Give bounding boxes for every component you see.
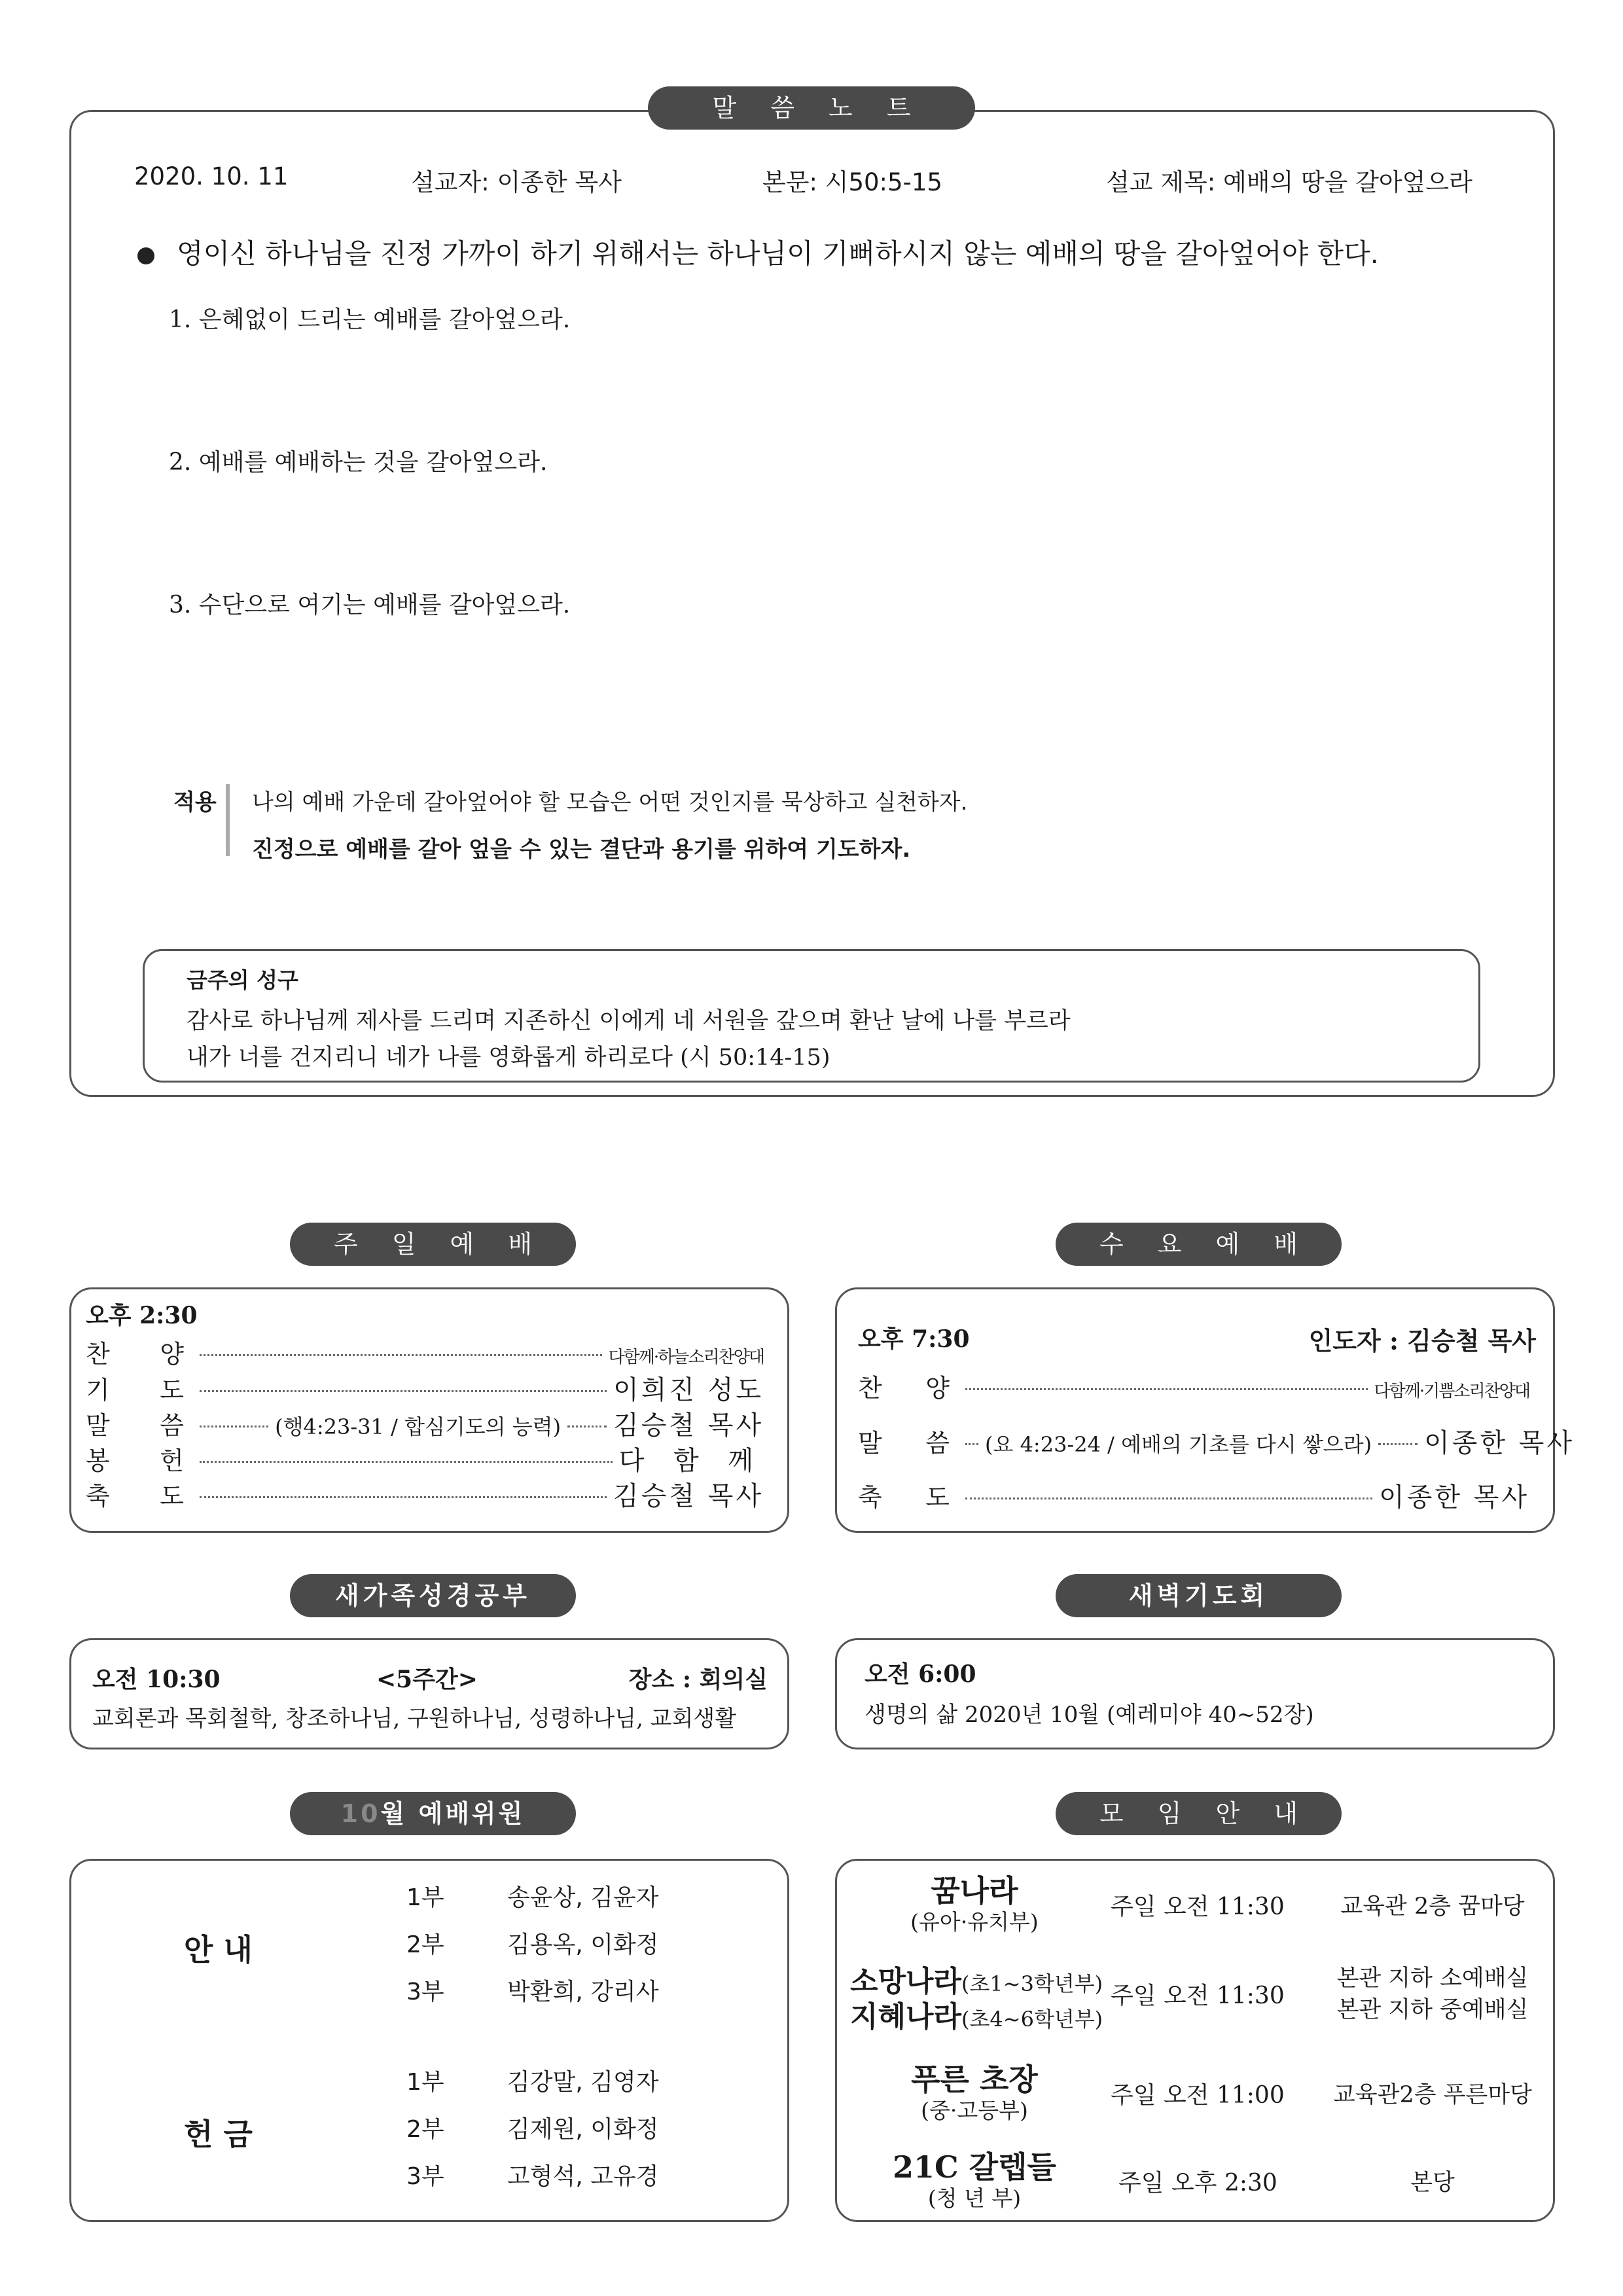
weekly-verse-title: 금주의 성구: [187, 967, 298, 993]
sermon-note-title: 말 씀 노 트: [648, 86, 975, 130]
sunday-label-char: 찬: [86, 1340, 110, 1369]
new-family-weeks: <5주간>: [376, 1666, 478, 1693]
sunday-row-label: [86, 1476, 184, 1512]
sunday-label-char: 헌: [160, 1446, 184, 1475]
sunday-label-char: 양: [160, 1340, 184, 1369]
sunday-row: [86, 1369, 764, 1407]
sunday-row-label: [86, 1405, 184, 1441]
committee-box: [69, 1859, 789, 2222]
main-point: [137, 232, 1379, 272]
new-family-time: 오전 10:30: [92, 1666, 221, 1693]
meetings-title: 모 임 안 내: [1056, 1792, 1342, 1835]
wednesday-leader-dots: [965, 1498, 1372, 1499]
dawn-time: 오전 6:00: [865, 1660, 976, 1688]
meeting-subtitle: (유아·유치부): [910, 1909, 1039, 1935]
sunday-leader-dots: [200, 1354, 602, 1356]
sunday-service-title: 주 일 예 배: [290, 1223, 576, 1266]
point-1: 1. 은혜없이 드리는 예배를 갈아엎으라.: [169, 306, 571, 333]
wednesday-service-box: [835, 1287, 1575, 1533]
meeting-place: 본당: [1410, 2170, 1455, 2196]
dawn-prayer-box: [835, 1638, 1555, 1749]
wednesday-label-char: 축: [858, 1483, 882, 1512]
meeting-name-text: 소망나라: [850, 1965, 962, 1998]
meeting-subtitle: (중·고등부): [921, 2098, 1028, 2123]
committee-members: 송윤상, 김윤자: [507, 1884, 659, 1911]
sermon-date: 2020. 10. 11: [134, 162, 289, 190]
wednesday-person: 이종한 목사: [1379, 1482, 1529, 1513]
dawn-prayer-title: 새벽기도회: [1056, 1574, 1342, 1617]
sunday-person: 김승철 목사: [613, 1410, 764, 1441]
wednesday-row: [858, 1422, 1575, 1460]
sunday-row: [86, 1405, 764, 1442]
weekly-verse-line-2: 내가 너를 건지리니 네가 나를 영화롭게 하리로다 (시 50:14-15): [187, 1045, 830, 1071]
meeting-place: 본관 지하 소예배실: [1336, 1965, 1529, 1992]
sunday-label-char: 도: [160, 1482, 184, 1511]
sunday-label-char: 도: [160, 1376, 184, 1405]
committee-title-text: 월 예배위원: [380, 1799, 526, 1828]
sunday-label-char: 말: [86, 1411, 110, 1440]
new-family-place: 장소 : 회의실: [628, 1666, 768, 1693]
committee-part: 3부: [406, 2163, 444, 2190]
point-3: 3. 수단으로 여기는 예배를 갈아엎으라.: [169, 592, 571, 619]
meeting-name: 21C 갈렙들: [893, 2149, 1056, 2185]
committee-part: 2부: [406, 2116, 444, 2143]
sunday-person: 김승철 목사: [613, 1481, 764, 1511]
committee-members: 김강말, 김영자: [507, 2069, 659, 2096]
bullet-icon: [137, 247, 154, 264]
meeting-name-text: 지혜나라: [850, 2000, 962, 2034]
wednesday-row: [858, 1368, 1529, 1404]
sunday-service-box: [69, 1287, 789, 1533]
meetings-box: [835, 1859, 1555, 2222]
meeting-name: 꿈나라: [931, 1873, 1018, 1909]
sermon-scripture: 본문: 시50:5-15: [762, 168, 942, 196]
committee-part: 2부: [406, 1931, 444, 1958]
wednesday-row-label: [858, 1477, 950, 1513]
point-2: 2. 예배를 예배하는 것을 갈아엎으라.: [169, 449, 548, 476]
meeting-subtitle: (청 년 부): [927, 2185, 1022, 2211]
wednesday-leader-dots: [1378, 1443, 1418, 1445]
wednesday-row-label: [858, 1368, 950, 1404]
sunday-row-label: [86, 1334, 184, 1370]
wednesday-scripture: (요 4:23-24 / 예배의 기초를 다시 쌓으라): [985, 1432, 1372, 1457]
apply-divider: [226, 784, 230, 856]
meeting-time: 주일 오전 11:00: [1111, 2082, 1285, 2109]
wednesday-label-char: 찬: [858, 1374, 882, 1403]
wednesday-label-char: 도: [925, 1483, 950, 1512]
apply-line-1: 나의 예배 가운데 갈아엎어야 할 모습은 어떤 것인지를 묵상하고 실천하자.: [252, 789, 968, 816]
meeting-name: [850, 1993, 1103, 2035]
main-point-text: 영이신 하나님을 진정 가까이 하기 위해서는 하나님이 기뻐하시지 않는 예배의 땅을 갈아엎어야 한다.: [177, 238, 1380, 270]
committee-part: 3부: [406, 1979, 444, 2005]
sunday-scripture: (행4:23-31 / 합심기도의 능력): [275, 1414, 562, 1439]
wednesday-label-char: 말: [858, 1429, 882, 1458]
meeting-time: 주일 오전 11:30: [1111, 1982, 1285, 2009]
sunday-time: 오후 2:30: [86, 1302, 198, 1329]
sermon-title: 설교 제목: 예배의 땅을 갈아엎으라: [1106, 168, 1472, 196]
committee-members: 김용옥, 이화정: [507, 1931, 659, 1958]
meeting-time: 주일 오전 11:30: [1111, 1893, 1285, 1920]
wednesday-leader-dots: [965, 1388, 1368, 1390]
sunday-leader-dots: [200, 1496, 607, 1498]
committee-members: 박환희, 강리사: [507, 1979, 659, 2005]
sunday-label-char: 기: [86, 1376, 110, 1405]
new-family-study-box: [69, 1638, 789, 1749]
wednesday-service-title: 수 요 예 배: [1056, 1223, 1342, 1266]
sunday-row: [86, 1334, 764, 1370]
committee-title: [290, 1792, 576, 1835]
committee-group-name: 헌 금: [184, 2117, 253, 2152]
committee-part: 1부: [406, 2069, 444, 2096]
meeting-name: 푸른 초장: [911, 2062, 1038, 2097]
meeting-place: 본관 지하 중예배실: [1336, 1997, 1529, 2023]
sunday-leader-dots: [200, 1461, 613, 1463]
sunday-row-label: [86, 1370, 184, 1406]
wednesday-row: [858, 1477, 1529, 1514]
apply-label: 적용: [173, 789, 217, 816]
sunday-person: 다 함 께: [618, 1446, 764, 1476]
meeting-place: 교육관2층 푸른마당: [1333, 2082, 1532, 2108]
sunday-row-label: [86, 1441, 184, 1477]
sunday-label-char: 씀: [160, 1411, 184, 1440]
sunday-label-char: 봉: [86, 1446, 110, 1475]
sunday-row: [86, 1475, 764, 1513]
committee-group-name: 안 내: [184, 1932, 253, 1967]
committee-month: 10: [340, 1799, 381, 1828]
sunday-label-char: 축: [86, 1482, 110, 1511]
sunday-leader-dots: [567, 1426, 607, 1427]
meeting-name-sub: (초1~3학년부): [961, 1971, 1103, 1996]
committee-members: 고형석, 고유경: [507, 2163, 659, 2190]
meeting-place: 교육관 2층 꿈마당: [1340, 1893, 1525, 1920]
new-family-topics: 교회론과 목회철학, 창조하나님, 구원하나님, 성령하나님, 교회생활: [92, 1706, 737, 1732]
meeting-name-sub: (초4~6학년부): [961, 2007, 1103, 2032]
wednesday-time: 오후 7:30: [858, 1325, 970, 1353]
apply-line-2: 진정으로 예배를 갈아 엎을 수 있는 결단과 용기를 위하여 기도하자.: [252, 836, 911, 863]
committee-part: 1부: [406, 1884, 444, 1911]
wednesday-leader: 인도자 : 김승철 목사: [1308, 1326, 1536, 1355]
wednesday-label-char: 씀: [925, 1429, 950, 1458]
sunday-person: 이희진 성도: [613, 1375, 764, 1405]
weekly-verse-line-1: 감사로 하나님께 제사를 드리며 지존하신 이에게 네 서원을 갚으며 환난 날에 나를 부르라: [187, 1008, 1071, 1034]
sunday-leader-dots: [200, 1426, 268, 1427]
meeting-time: 주일 오후 2:30: [1118, 2170, 1277, 2197]
sunday-leader-dots: [200, 1390, 607, 1392]
sunday-row: [86, 1440, 764, 1477]
wednesday-row-label: [858, 1423, 950, 1459]
sunday-person: 다함께·하늘소리찬양대: [608, 1348, 764, 1367]
new-family-study-title: 새가족성경공부: [290, 1574, 576, 1617]
wednesday-label-char: 양: [925, 1374, 950, 1403]
dawn-text: 생명의 삶 2020년 10월 (예레미야 40~52장): [865, 1702, 1314, 1728]
sermon-preacher: 설교자: 이종한 목사: [411, 168, 622, 196]
wednesday-leader-dots: [965, 1443, 978, 1445]
wednesday-person: 이종한 목사: [1424, 1428, 1575, 1458]
wednesday-person: 다함께·기쁨소리찬양대: [1374, 1382, 1529, 1401]
committee-members: 김제원, 이화정: [507, 2116, 659, 2143]
